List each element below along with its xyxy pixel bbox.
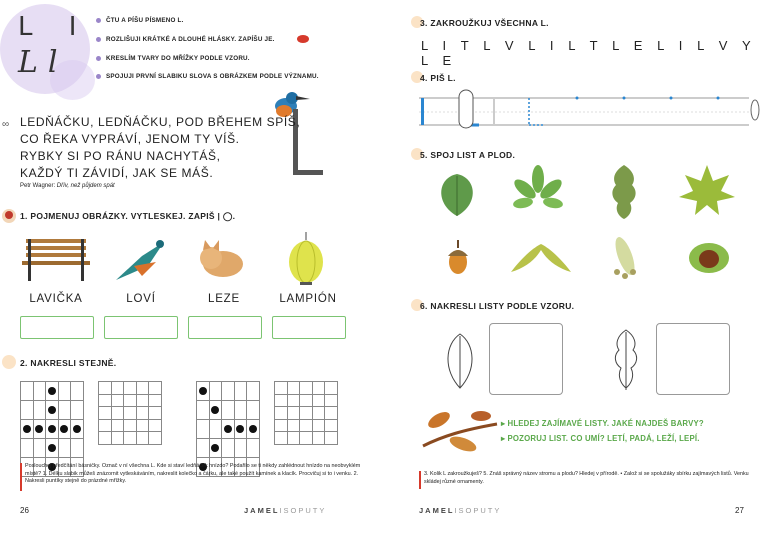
leaf-outline-pattern bbox=[439, 330, 481, 392]
maple-seed-image[interactable] bbox=[509, 236, 573, 278]
prompt-text: POZORUJ LIST. CO UMÍ? LETÍ, PADÁ, LEŽÍ, LEPÍ. bbox=[507, 434, 700, 443]
brand-a: JAMEL bbox=[419, 506, 455, 515]
teacher-note: 3. Kolik L zakroužkuješ? 5. Znáš správný název stromu a plodu? Hledej v přírodě. • Založ si se spolužáky sbírku zajímavých listů. Venku skládej různé ornamenty. bbox=[424, 471, 749, 485]
task2-number: 2. bbox=[20, 358, 28, 368]
leaf-icon bbox=[749, 98, 761, 126]
brand-a: JAMEL bbox=[244, 506, 280, 515]
acorn-image[interactable] bbox=[445, 236, 471, 278]
poem-line: LEDŇÁČKU, LEDŇÁČKU, POD BŘEHEM SPÍŠ, bbox=[20, 115, 301, 129]
linden-seed-image[interactable] bbox=[603, 234, 647, 282]
task3-text: ZAKROUŽKUJ VŠECHNA L. bbox=[430, 18, 549, 28]
task5-title bbox=[420, 150, 515, 160]
page-number: 26 bbox=[20, 506, 29, 515]
drawing-box[interactable] bbox=[489, 323, 563, 395]
arrow-icon: ▸ bbox=[501, 419, 508, 428]
teacher-note: Poslouchej předčítání básničky. Označ v ní všechna L. Kde si staví ledňáček hnízdo? Podařilo se ti někdy zahlédnout hnízdo na neobvyklém místě? 1. Délku slabik můžeš znázornit vytleskáváním, nakreslit kolečko a čárku, ale také použít kamínek a klacík. Procvičuj si to i venku. 2. Nakresli puntíky stejně do prázdné mřížky. bbox=[25, 463, 361, 484]
brand-logo bbox=[419, 506, 501, 515]
task6-text: NAKRESLI LISTY PODLE VZORU. bbox=[430, 301, 575, 311]
goal-bullet: ČTU A PÍŠU PÍSMENO L. bbox=[106, 17, 184, 24]
task1-number: 1. bbox=[20, 211, 28, 221]
maple-leaf-image[interactable] bbox=[677, 163, 737, 221]
task5-number: 5. bbox=[420, 150, 428, 160]
task4-number: 4. bbox=[420, 73, 428, 83]
finger-icon bbox=[455, 88, 477, 130]
word-label: LAVIČKA bbox=[29, 293, 83, 305]
answer-box[interactable] bbox=[104, 316, 178, 339]
task1-text: POJMENUJ OBRÁZKY. VYTLESKEJ. ZAPIŠ | ◯. bbox=[30, 211, 236, 221]
footnote-marker bbox=[20, 463, 22, 491]
task2-text: NAKRESLI STEJNĚ. bbox=[30, 358, 117, 368]
prompt-line bbox=[501, 419, 704, 428]
page-number: 27 bbox=[735, 506, 744, 515]
task2-title bbox=[20, 358, 116, 368]
task3-title bbox=[420, 18, 549, 28]
lantern-image bbox=[286, 232, 326, 287]
letters-upper: L I bbox=[18, 12, 91, 42]
oak-leaf-outline-pattern bbox=[609, 328, 643, 392]
task6-title bbox=[420, 301, 574, 311]
prompt-line bbox=[501, 434, 700, 443]
poem-credit bbox=[20, 183, 115, 189]
brand-logo bbox=[244, 506, 326, 515]
letter-row[interactable]: L I T L V L I L T L E L I L V Y L E bbox=[421, 38, 757, 68]
task6-number: 6. bbox=[420, 301, 428, 311]
poem-source: Dřív, než půjdem spát bbox=[56, 183, 115, 189]
task4-title bbox=[420, 73, 456, 83]
empty-grid[interactable] bbox=[274, 381, 338, 445]
apple-icon bbox=[5, 211, 13, 219]
left-page bbox=[0, 0, 381, 534]
poem-line: CO ŘEKA VYPRÁVÍ, JENOM TY VÍŠ. bbox=[20, 132, 240, 146]
drawing-box[interactable] bbox=[656, 323, 730, 395]
answer-box[interactable] bbox=[272, 316, 346, 339]
word-label: LAMPIÓN bbox=[279, 293, 337, 305]
letters-lower: Ll bbox=[18, 45, 68, 80]
word-label: LOVÍ bbox=[126, 293, 156, 305]
bench-image bbox=[20, 235, 92, 285]
oak-leaf-image[interactable] bbox=[606, 163, 642, 221]
chestnut-image[interactable] bbox=[687, 240, 731, 276]
task3-number: 3. bbox=[420, 18, 428, 28]
goal-bullet: KRESLÍM TVARY DO MŘÍŽKY PODLE VZORU. bbox=[106, 55, 250, 62]
poem-line: KAŽDÝ TI ZÁVIDÍ, JAK SE MÁŠ. bbox=[20, 166, 214, 180]
empty-grid[interactable] bbox=[98, 381, 162, 445]
answer-box[interactable] bbox=[20, 316, 94, 339]
brand-b: ISOPUTY bbox=[279, 506, 327, 515]
task1-title bbox=[20, 211, 235, 222]
right-page bbox=[381, 0, 763, 534]
prompt-text: HLEDEJ ZAJÍMAVÉ LISTY. JAKÉ NAJDEŠ BARVY? bbox=[507, 419, 704, 428]
chestnut-leaf-image[interactable] bbox=[509, 165, 567, 220]
brand-b: ISOPUTY bbox=[454, 506, 502, 515]
goal-bullet: ROZLIŠUJI KRÁTKÉ A DLOUHÉ HLÁSKY. ZAPÍŠU JE. bbox=[106, 36, 275, 43]
poem-line: RYBKY SI PO RÁNU NACHYTÁŠ, bbox=[20, 149, 221, 163]
kitten-image bbox=[193, 238, 248, 283]
read-icon: ∞ bbox=[2, 119, 10, 130]
footnote-marker bbox=[419, 471, 421, 489]
task5-text: SPOJ LIST A PLOD. bbox=[430, 150, 516, 160]
word-label: LEZE bbox=[208, 293, 240, 305]
linden-leaf-image[interactable] bbox=[433, 170, 481, 220]
kingfisher-image bbox=[112, 236, 167, 286]
kingfisher-l-illustration bbox=[262, 84, 332, 179]
task4-text: PIŠ L. bbox=[430, 73, 456, 83]
goal-bullet: SPOJUJI PRVNÍ SLABIKU SLOVA S OBRÁZKEM PODLE VÝZNAMU. bbox=[106, 73, 319, 80]
bean-icon bbox=[297, 35, 309, 43]
answer-box[interactable] bbox=[188, 316, 262, 339]
arrow-icon: ▸ bbox=[501, 434, 508, 443]
poem-author: Petr Wagner: bbox=[20, 183, 56, 189]
task-marker bbox=[2, 355, 16, 369]
autumn-branch-illustration bbox=[419, 406, 501, 458]
